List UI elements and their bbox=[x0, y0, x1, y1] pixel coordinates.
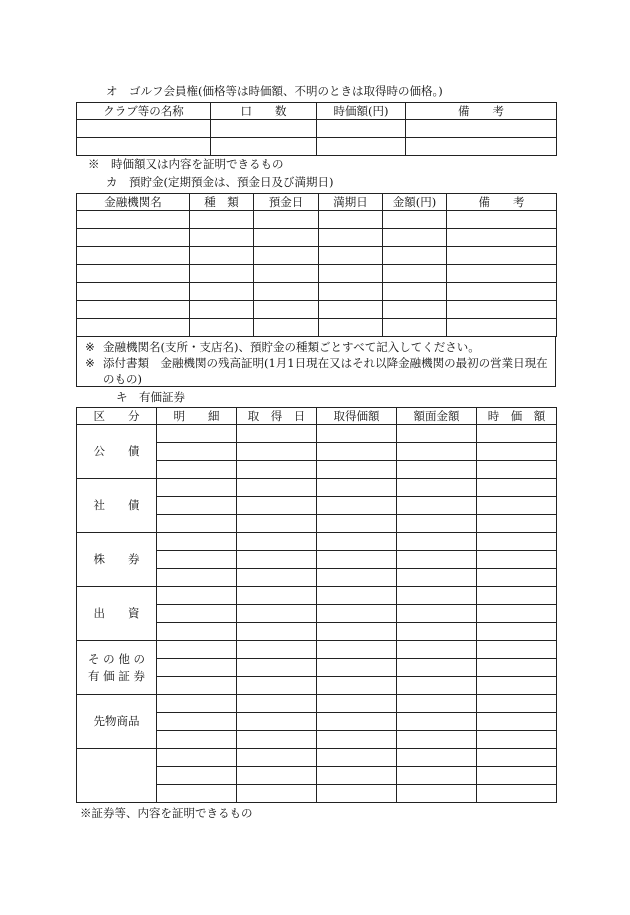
securities-entry-cell[interactable] bbox=[237, 605, 317, 623]
securities-entry-cell[interactable] bbox=[477, 479, 557, 497]
table-row bbox=[77, 587, 557, 605]
securities-entry-cell[interactable] bbox=[397, 461, 477, 479]
securities-entry-cell[interactable] bbox=[317, 479, 397, 497]
securities-entry-cell[interactable] bbox=[157, 461, 237, 479]
securities-entry-cell[interactable] bbox=[477, 425, 557, 443]
securities-entry-cell[interactable] bbox=[397, 443, 477, 461]
table-row bbox=[77, 641, 557, 659]
securities-entry-cell[interactable] bbox=[157, 497, 237, 515]
securities-entry-cell[interactable] bbox=[157, 695, 237, 713]
table-row bbox=[77, 247, 557, 265]
securities-entry-cell[interactable] bbox=[317, 533, 397, 551]
deposit-notes-box bbox=[76, 337, 556, 387]
securities-col-acquisition-cost: 取得価額 bbox=[317, 408, 397, 425]
securities-entry-cell[interactable] bbox=[477, 497, 557, 515]
securities-entry-cell[interactable] bbox=[157, 533, 237, 551]
golf-col-remarks: 備 考 bbox=[406, 103, 557, 120]
table-row bbox=[77, 265, 557, 283]
securities-entry-cell[interactable] bbox=[397, 623, 477, 641]
securities-entry-cell[interactable] bbox=[397, 497, 477, 515]
securities-entry-cell[interactable] bbox=[477, 569, 557, 587]
securities-entry-cell[interactable] bbox=[157, 569, 237, 587]
securities-entry-cell[interactable] bbox=[477, 749, 557, 767]
securities-entry-cell[interactable] bbox=[397, 641, 477, 659]
securities-category-cell bbox=[77, 425, 157, 479]
securities-entry-cell[interactable] bbox=[237, 749, 317, 767]
golf-note: ※ 時価額又は内容を証明できるもの bbox=[88, 157, 284, 171]
securities-entry-cell[interactable] bbox=[157, 443, 237, 461]
securities-category-cell bbox=[77, 749, 157, 803]
table-row bbox=[77, 425, 557, 443]
securities-entry-cell[interactable] bbox=[237, 587, 317, 605]
securities-category-cell bbox=[77, 479, 157, 533]
golf-section-heading: オ ゴルフ会員権(価格等は時価額、不明のときは取得時の価格。) bbox=[106, 84, 443, 98]
table-row bbox=[77, 283, 557, 301]
securities-entry-cell[interactable] bbox=[477, 605, 557, 623]
securities-entry-cell[interactable] bbox=[237, 713, 317, 731]
securities-entry-cell[interactable] bbox=[397, 749, 477, 767]
securities-entry-cell[interactable] bbox=[317, 731, 397, 749]
securities-entry-cell[interactable] bbox=[157, 767, 237, 785]
securities-entry-cell[interactable] bbox=[157, 551, 237, 569]
securities-entry-cell[interactable] bbox=[477, 695, 557, 713]
securities-category-label: 出 資 bbox=[93, 606, 140, 620]
securities-entry-cell[interactable] bbox=[237, 677, 317, 695]
golf-col-units: 口 数 bbox=[211, 103, 317, 120]
securities-entry-cell[interactable] bbox=[477, 767, 557, 785]
securities-category-cell bbox=[77, 587, 157, 641]
securities-entry-cell[interactable] bbox=[477, 641, 557, 659]
securities-entry-cell[interactable] bbox=[157, 659, 237, 677]
securities-entry-cell[interactable] bbox=[397, 695, 477, 713]
table-row bbox=[77, 301, 557, 319]
securities-entry-cell[interactable] bbox=[157, 587, 237, 605]
table-row bbox=[77, 211, 557, 229]
securities-entry-cell[interactable] bbox=[477, 623, 557, 641]
securities-category-cell bbox=[77, 533, 157, 587]
table-row bbox=[77, 479, 557, 497]
securities-entry-cell[interactable] bbox=[477, 461, 557, 479]
table-row bbox=[77, 120, 557, 138]
deposit-section-heading: カ 預貯金(定期預金は、預金日及び満期日) bbox=[106, 175, 334, 189]
table-row bbox=[77, 229, 557, 247]
table-row bbox=[77, 749, 557, 767]
securities-col-acquisition-date: 取 得 日 bbox=[237, 408, 317, 425]
securities-entry-cell[interactable] bbox=[157, 641, 237, 659]
securities-entry-cell[interactable] bbox=[237, 461, 317, 479]
securities-entry-cell[interactable] bbox=[317, 569, 397, 587]
securities-category-label: 先物商品 bbox=[93, 714, 140, 728]
securities-category-label: 公 債 bbox=[93, 444, 140, 458]
securities-col-face-value: 額面金額 bbox=[397, 408, 477, 425]
securities-entry-cell[interactable] bbox=[317, 677, 397, 695]
securities-entry-cell[interactable] bbox=[157, 515, 237, 533]
golf-col-club-name: クラブ等の名称 bbox=[77, 103, 211, 120]
securities-entry-cell[interactable] bbox=[317, 695, 397, 713]
table-row bbox=[77, 533, 557, 551]
securities-entry-cell[interactable] bbox=[397, 479, 477, 497]
deposit-col-institution: 金融機関名 bbox=[77, 194, 190, 211]
securities-entry-cell[interactable] bbox=[237, 785, 317, 803]
table-row bbox=[77, 695, 557, 713]
securities-entry-cell[interactable] bbox=[237, 695, 317, 713]
securities-entry-cell[interactable] bbox=[237, 623, 317, 641]
securities-entry-cell[interactable] bbox=[317, 497, 397, 515]
securities-entry-cell[interactable] bbox=[477, 713, 557, 731]
securities-entry-cell[interactable] bbox=[237, 497, 317, 515]
securities-entry-cell[interactable] bbox=[157, 731, 237, 749]
deposit-col-deposit-date: 預金日 bbox=[254, 194, 319, 211]
securities-entry-cell[interactable] bbox=[157, 623, 237, 641]
securities-entry-cell[interactable] bbox=[237, 659, 317, 677]
securities-entry-cell[interactable] bbox=[317, 605, 397, 623]
securities-entry-cell[interactable] bbox=[157, 425, 237, 443]
deposit-col-maturity-date: 満期日 bbox=[319, 194, 383, 211]
securities-entry-cell[interactable] bbox=[317, 749, 397, 767]
securities-entry-cell[interactable] bbox=[477, 551, 557, 569]
securities-category-cell bbox=[77, 641, 157, 695]
securities-entry-cell[interactable] bbox=[317, 767, 397, 785]
securities-entry-cell[interactable] bbox=[237, 443, 317, 461]
securities-entry-cell[interactable] bbox=[157, 785, 237, 803]
securities-entry-cell[interactable] bbox=[397, 551, 477, 569]
securities-entry-cell[interactable] bbox=[477, 659, 557, 677]
deposit-table bbox=[76, 193, 557, 337]
securities-entry-cell[interactable] bbox=[317, 713, 397, 731]
securities-category-label: 株 券 bbox=[93, 552, 140, 566]
securities-entry-cell[interactable] bbox=[237, 551, 317, 569]
securities-entry-cell[interactable] bbox=[397, 659, 477, 677]
golf-membership-table bbox=[76, 102, 557, 156]
securities-entry-cell[interactable] bbox=[477, 443, 557, 461]
securities-entry-cell[interactable] bbox=[397, 425, 477, 443]
securities-entry-cell[interactable] bbox=[397, 587, 477, 605]
securities-entry-cell[interactable] bbox=[237, 425, 317, 443]
securities-entry-cell[interactable] bbox=[157, 713, 237, 731]
securities-entry-cell[interactable] bbox=[477, 533, 557, 551]
golf-col-market-value: 時価額(円) bbox=[317, 103, 406, 120]
deposit-note-1: ※ 金融機関名(支所・支店名)、預貯金の種類ごとすべて記入してください。 bbox=[85, 340, 480, 354]
deposit-col-type: 種 類 bbox=[190, 194, 254, 211]
securities-entry-cell[interactable] bbox=[157, 749, 237, 767]
securities-entry-cell[interactable] bbox=[397, 785, 477, 803]
securities-entry-cell[interactable] bbox=[317, 641, 397, 659]
securities-entry-cell[interactable] bbox=[237, 767, 317, 785]
securities-category-label: そ の 他 の bbox=[88, 651, 145, 666]
securities-entry-cell[interactable] bbox=[317, 587, 397, 605]
securities-note: ※証券等、内容を証明できるもの bbox=[80, 806, 253, 820]
securities-entry-cell[interactable] bbox=[317, 551, 397, 569]
securities-entry-cell[interactable] bbox=[237, 515, 317, 533]
deposit-col-remarks: 備 考 bbox=[447, 194, 557, 211]
deposit-note-2: ※ 添付書類 金融機関の残高証明(1月1日現在又はそれ以降金融機関の最初の営業日現在のもの) bbox=[85, 356, 548, 386]
securities-entry-cell[interactable] bbox=[397, 533, 477, 551]
securities-category-label-line2: 有 価 証 券 bbox=[88, 668, 145, 683]
securities-entry-cell[interactable] bbox=[157, 479, 237, 497]
securities-entry-cell[interactable] bbox=[157, 677, 237, 695]
securities-section-heading: キ 有価証券 bbox=[116, 390, 185, 404]
securities-entry-cell[interactable] bbox=[317, 425, 397, 443]
securities-entry-cell[interactable] bbox=[237, 569, 317, 587]
securities-entry-cell[interactable] bbox=[317, 659, 397, 677]
securities-table bbox=[76, 407, 557, 803]
securities-category-cell bbox=[77, 695, 157, 749]
deposit-col-amount: 金額(円) bbox=[383, 194, 447, 211]
securities-entry-cell[interactable] bbox=[397, 605, 477, 623]
table-row bbox=[77, 319, 557, 337]
securities-entry-cell[interactable] bbox=[397, 713, 477, 731]
securities-entry-cell[interactable] bbox=[477, 731, 557, 749]
securities-entry-cell[interactable] bbox=[237, 479, 317, 497]
securities-entry-cell[interactable] bbox=[237, 731, 317, 749]
securities-entry-cell[interactable] bbox=[397, 515, 477, 533]
securities-entry-cell[interactable] bbox=[397, 569, 477, 587]
securities-entry-cell[interactable] bbox=[317, 785, 397, 803]
securities-entry-cell[interactable] bbox=[397, 731, 477, 749]
securities-entry-cell[interactable] bbox=[397, 767, 477, 785]
securities-entry-cell[interactable] bbox=[397, 677, 477, 695]
securities-entry-cell[interactable] bbox=[477, 587, 557, 605]
securities-entry-cell[interactable] bbox=[477, 785, 557, 803]
securities-entry-cell[interactable] bbox=[317, 515, 397, 533]
securities-entry-cell[interactable] bbox=[477, 515, 557, 533]
securities-entry-cell[interactable] bbox=[317, 623, 397, 641]
securities-entry-cell[interactable] bbox=[317, 443, 397, 461]
securities-category-label: 社 債 bbox=[93, 498, 140, 512]
securities-col-details: 明 細 bbox=[157, 408, 237, 425]
securities-entry-cell[interactable] bbox=[317, 461, 397, 479]
securities-col-market-value: 時 価 額 bbox=[477, 408, 557, 425]
securities-entry-cell[interactable] bbox=[157, 605, 237, 623]
securities-entry-cell[interactable] bbox=[237, 641, 317, 659]
securities-entry-cell[interactable] bbox=[237, 533, 317, 551]
table-row bbox=[77, 138, 557, 156]
securities-entry-cell[interactable] bbox=[477, 677, 557, 695]
securities-col-category: 区 分 bbox=[77, 408, 157, 425]
